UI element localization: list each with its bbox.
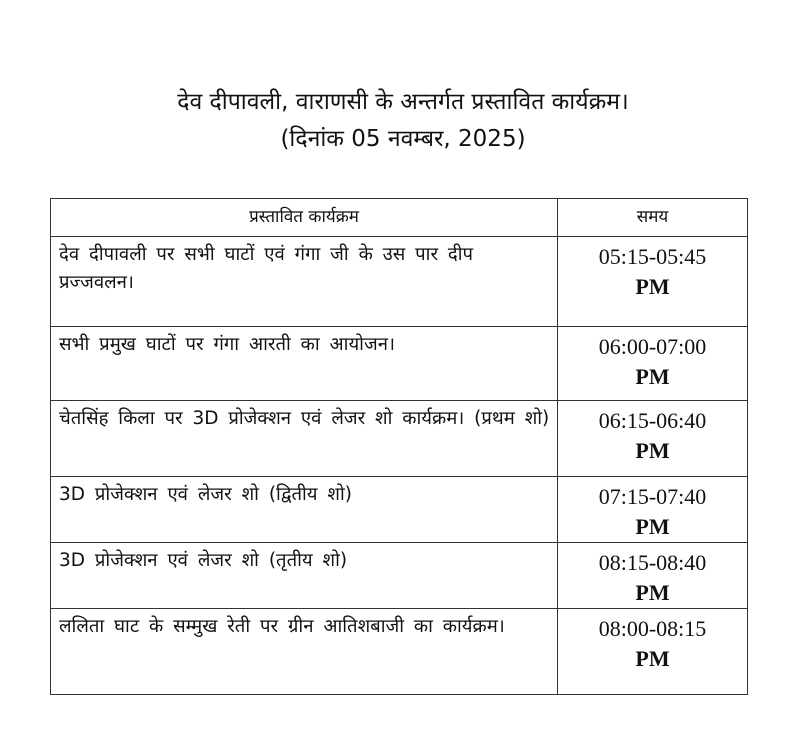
table-header-row (51, 199, 748, 237)
column-header-time: समय (558, 199, 748, 237)
time-ampm: PM (635, 438, 670, 463)
time-cell (558, 237, 748, 327)
time-cell (558, 543, 748, 609)
time-ampm: PM (635, 274, 670, 299)
table-row (51, 477, 748, 543)
time-ampm: PM (635, 646, 670, 671)
program-cell: सभी प्रमुख घाटों पर गंगा आरती का आयोजन। (51, 327, 558, 401)
time-range: 08:00-08:15 (598, 616, 707, 641)
table-row (51, 609, 748, 695)
page-date-subtitle: (दिनांक 05 नवम्बर, 2025) (280, 126, 526, 152)
program-cell: ललिता घाट के सम्मुख रेती पर ग्रीन आतिशबाजी का कार्यक्रम। (51, 609, 558, 695)
program-cell: चेतसिंह किला पर 3D प्रोजेक्शन एवं लेजर शो कार्यक्रम। (प्रथम शो) (51, 401, 558, 477)
time-range: 06:00-07:00 (598, 334, 707, 359)
time-cell (558, 327, 748, 401)
time-range: 07:15-07:40 (598, 484, 707, 509)
program-cell: देव दीपावली पर सभी घाटों एवं गंगा जी के उस पार दीप प्रज्जवलन। (51, 237, 558, 327)
table-row (51, 401, 748, 477)
time-cell (558, 401, 748, 477)
table-row (51, 543, 748, 609)
time-ampm: PM (635, 514, 670, 539)
time-range: 06:15-06:40 (598, 408, 707, 433)
time-range: 08:15-08:40 (598, 550, 707, 575)
time-ampm: PM (635, 364, 670, 389)
time-cell (558, 477, 748, 543)
column-header-program: प्रस्तावित कार्यक्रम (51, 199, 558, 237)
time-ampm: PM (635, 580, 670, 605)
program-cell: 3D प्रोजेक्शन एवं लेजर शो (द्वितीय शो) (51, 477, 558, 543)
table-row (51, 327, 748, 401)
time-cell (558, 609, 748, 695)
table-row (51, 237, 748, 327)
program-schedule-table (50, 198, 748, 695)
program-cell: 3D प्रोजेक्शन एवं लेजर शो (तृतीय शो) (51, 543, 558, 609)
time-range: 05:15-05:45 (598, 244, 707, 269)
page-title: देव दीपावली, वाराणसी के अन्तर्गत प्रस्तावित कार्यक्रम। (177, 89, 629, 115)
